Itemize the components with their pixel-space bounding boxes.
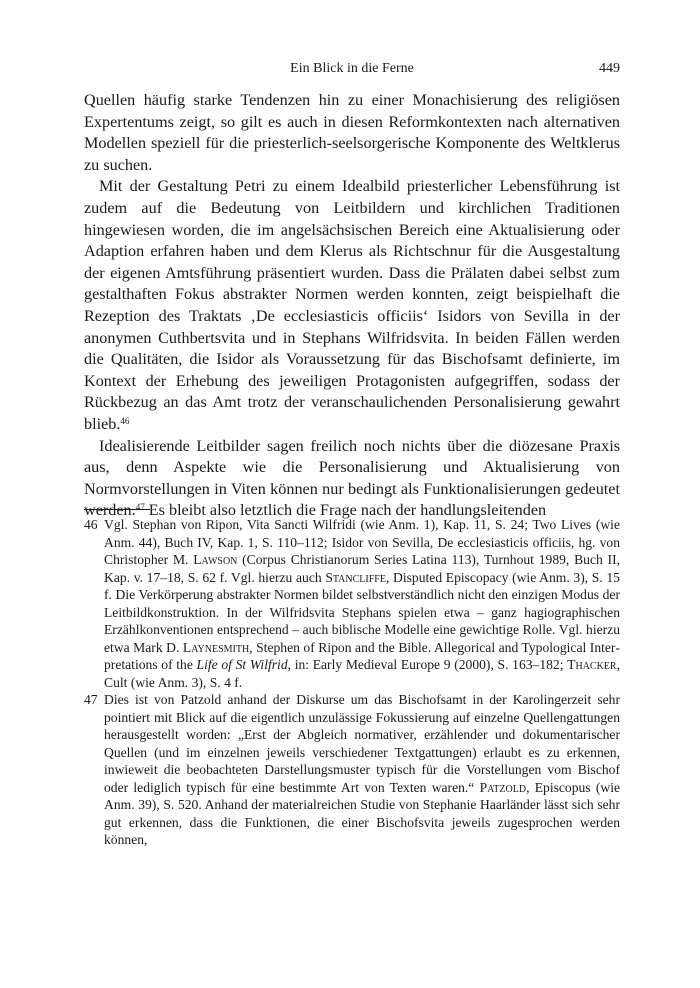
footnote-46 bbox=[84, 516, 620, 691]
footnote-separator bbox=[84, 509, 150, 510]
main-text bbox=[84, 90, 620, 522]
footnote-text-part: , Episcopus (wie Anm. 39), S. 520. Anhand der materialreichen Studie von Stephanie Haarländer lässt sich sehr gut erkennen, dass die Funktionen, die einer Bischofsvita jeweils zugesprochen werden können, bbox=[104, 779, 621, 847]
footnote-text-part: Dies ist von Patzold anhand der Diskurse um das Bischofsamt in der Karolingerzeit sehr pointiert mit Blick auf die eigentlich unzulässige Fokussierung auf einzelne Quellengattungen herausgestellt worden: „Erst der Abgleich normativer, erzählender und dokumentarischer Quellen (und im einzelnen jeweils verschiedener Textgattungen) erlaubt es zu erkennen, inwieweit die beobachteten Darstellungsmuster typisch für die Vorstellungen vom Bischof oder lediglich typisch für eine bestimmte Art von Texten waren.“ bbox=[104, 692, 620, 795]
paragraph-3-text: Idealisierende Leitbilder sagen freilich noch nichts über die diözesane Praxis aus, denn Aspekte wie die Personalisierung und Aktualisierung von Normvorstellungen in Viten können nur bedingt als Funktionalisierungen gedeutet werden. bbox=[84, 436, 620, 520]
footnote-ref-47[interactable]: 47 bbox=[135, 502, 145, 513]
author-smallcaps: Thacker bbox=[567, 657, 617, 672]
page-number: 449 bbox=[599, 61, 620, 76]
footnote-text-part: , Cult (wie Anm. 3), S. 4 f. bbox=[104, 657, 620, 690]
author-smallcaps: Patzold bbox=[479, 779, 527, 795]
paragraph-2 bbox=[84, 176, 620, 435]
footnote-text-part: Vgl. Stephan von Ripon, Vita Sancti Wilfridi (wie Anm. 1), Kap. 11, S. 24; Two Lives (wie Anm. 44), Buch IV, Kap. 1, S. 110–112; Isidor von Sevilla, De ecclesiasticis officiis, hg. von Christopher M. bbox=[104, 517, 620, 567]
footnote-text bbox=[104, 516, 620, 691]
footnote-text-part: , Stephen of Ripon and the Bible. Allegorical and Typological Interpretations of the bbox=[104, 639, 620, 672]
footnote-number: 47 bbox=[84, 692, 98, 707]
footnote-text bbox=[104, 691, 620, 849]
footnote-text-part: , Disputed Episcopacy (wie Anm. 3), S. 15 f. Die Verkörperung abstrakter Normen bildet selbstverständlich nicht den einzigen Modus der Leitbildkonstruktion. In der Wilfridsvita Stephans spielen etwa – ganz hagiographischen Erzählkonventionen entsprechend – auch biblische Modelle eine gewichtige Rolle. Vgl. hierzu etwa Mark D. bbox=[104, 569, 620, 655]
paragraph-1: Quellen häufig starke Tendenzen hin zu einer Monachisierung des religiösen Expertentums zeigt, so gilt es auch in diesen Reformkontexten nach alternativen Modellen speziell für die priesterlich-seelsorgerische Komponente des Weltklerus zu suchen. bbox=[84, 91, 620, 174]
italic-title: Life of St Wilfrid bbox=[196, 657, 288, 672]
paragraph-2-text: Mit der Gestaltung Petri zu einem Idealbild priesterlicher Lebensführung ist zudem auf die Bedeutung von Leitbildern und kirchlichen Traditionen hingewiesen worden, die im angelsächsischen Bereich eine Aktualisierung oder Adaption erfahren haben und dem Klerus als Richtschnur für die Ausgestaltung der eigenen Amtsführung präsentiert wurden. Dass die Prälaten dabei selbst zum gestalthaften Fokus abstrakter Normen werden konnten, zeigt beispielhaft die Rezeption des Traktats ‚De ecclesiasticis officiis‘ Isidors von Sevilla in der anonymen Cuthbertsvita und in Stephans Wilfridsvita. In beiden Fällen werden die Qualitäten, die Isidor als Voraussetzung für das Bischofsamt definierte, im Kontext der Erhebung des jeweiligen Protagonisten aufgegriffen, sodass der Rückbezug an das Amt trotz der veranschaulichenden Personalisierung gewahrt blieb. bbox=[84, 177, 620, 433]
paragraph-3-tail: Es bleibt also letztlich die Frage nach der handlungsleitenden bbox=[144, 501, 547, 520]
author-smallcaps: Laynesmith bbox=[182, 639, 250, 655]
running-title: Ein Blick in die Ferne bbox=[290, 61, 414, 76]
footnotes bbox=[84, 516, 620, 849]
author-smallcaps: Lawson bbox=[193, 552, 238, 567]
footnote-ref-46[interactable]: 46 bbox=[120, 415, 130, 426]
author-smallcaps: Stancliffe bbox=[325, 569, 386, 585]
footnote-number: 46 bbox=[84, 517, 98, 532]
paragraph-3 bbox=[84, 436, 620, 522]
footnote-text-part: (Corpus Christianorum Series Latina 113), Turnhout 1989, Buch II, Kap. v. 17–18, S. 62 f. Vgl. hierzu auch bbox=[104, 552, 621, 585]
footnote-text-part: , in: Early Medieval Europe 9 (2000), S. 163–182; bbox=[287, 657, 568, 672]
footnote-47 bbox=[84, 691, 620, 849]
